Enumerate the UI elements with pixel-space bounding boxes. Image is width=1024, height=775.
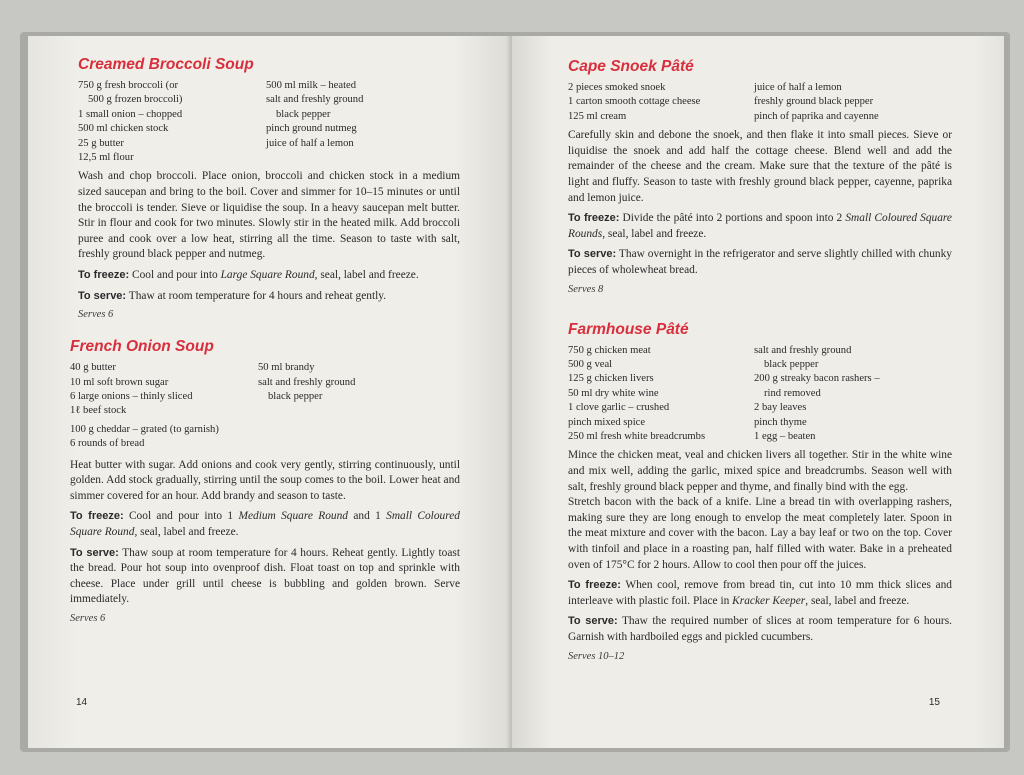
serve-label: To serve:: [568, 248, 617, 261]
ingredient: 200 g streaky bacon rashers –: [754, 373, 880, 385]
serves-count: Serves 8: [568, 283, 604, 295]
recipe-cape-snoek-pate: [568, 58, 952, 295]
ingredient: 500 g veal: [568, 358, 613, 370]
method-text: Wash and chop broccoli. Place onion, broccoli and chicken stock in a medium sized saucepan and bring to the boil. Cover and simmer for 10–15 minutes or until the broccoli is tender. Sieve or liquidise the soup. In a heavy saucepan melt butter. Stir in flour and cook for two minutes. Slowly stir in the heated milk. Add broccoli puree and cook over a low heat, stirring all the time. Season to taste with salt, freshly ground black pepper and nutmeg.: [78, 170, 460, 261]
serve-label: To serve:: [70, 546, 119, 559]
ingredient: 125 ml cream: [568, 110, 627, 122]
serves-count: Serves 6: [78, 309, 114, 321]
ingredient: pinch thyme: [754, 416, 807, 428]
serve-text: Thaw soup at room temperature for 4 hours. Reheat gently. Lightly toast the bread. Pour hot soup into ovenproof dish. Float toast on top and sprinkle with cheese. Place under grill until cheese is bubbling and golden brown. Serve immediately.: [70, 546, 460, 606]
method-text: Heat butter with sugar. Add onions and cook very gently, stirring continuously, until golden. Add stock gradually, stirring until the soup comes to the boil. Lower heat and simmer covered for an hour. Add brandy and season to taste.: [70, 458, 460, 502]
ingredient: juice of half a lemon: [266, 137, 354, 149]
freeze-text-end: , seal, label and freeze.: [134, 526, 239, 538]
ingredient: rind removed: [764, 387, 821, 399]
ingredient: juice of half a lemon: [754, 82, 842, 93]
ingredient: 1 clove garlic – crushed: [568, 402, 670, 414]
freeze-text-end: , seal, label and freeze.: [314, 269, 419, 281]
ingredients-list: [70, 361, 460, 419]
ingredient: 750 g fresh broccoli (or: [78, 80, 179, 91]
ingredient: salt and freshly ground: [258, 376, 356, 388]
ingredient: 25 g butter: [78, 137, 124, 149]
freeze-text: Cool and pour into: [132, 269, 221, 281]
ingredient: 50 ml dry white wine: [568, 387, 659, 399]
ingredient: 750 g chicken meat: [568, 344, 651, 356]
ingredients-list: [568, 81, 952, 124]
method-text-continued: Stretch bacon with the back of a knife. Line a bread tin with overlapping rashers, making sure they are long enough to envelop the meat completely later. Spoon in the meat mixture and cover with the bacon. Lay a bay leaf or two on the top. Cover with tinfoil and place in a roasting pan, half filled with water. Bake in a preheated oven of 175°C for 2 hours. Allow to cool then pour off the juices.: [568, 496, 952, 571]
ingredients-list: [568, 344, 952, 445]
serve-instructions: [568, 247, 952, 278]
ingredient: 100 g cheddar – grated (to garnish): [70, 423, 219, 435]
serve-text: Thaw at room temperature for 4 hours and reheat gently.: [128, 289, 387, 302]
ingredient: pinch of paprika and cayenne: [754, 110, 879, 122]
ingredient: 50 ml brandy: [258, 362, 315, 374]
recipe-creamed-broccoli-soup: [78, 56, 460, 320]
freeze-text-mid: and 1: [348, 510, 387, 523]
freeze-text: Divide the pâté into 2 portions and spoon into 2: [622, 212, 846, 225]
ingredient: freshly ground black pepper: [754, 96, 874, 108]
ingredient: black pepper: [268, 391, 323, 402]
freeze-label: To freeze:: [70, 510, 124, 523]
ingredients-list: [78, 79, 460, 165]
recipe-farmhouse-pate: [568, 321, 952, 662]
ingredient: 12,5 ml flour: [78, 152, 134, 164]
ingredient: black pepper: [764, 358, 819, 370]
method-text: Carefully skin and debone the snoek, and then flake it into small pieces. Sieve or liquidise the snoek and add half the cottage cheese. Blend well and add the remainder of the cheese and the cream. Make sure that the texture of the pâté is light and fluffy. Season to taste with freshly ground black pepper, cayenne, paprika and lemon juice.: [568, 129, 952, 204]
freeze-text: When cool, remove from bread tin, cut into 10 mm thick slices and interleave with plastic foil. Place in: [568, 579, 952, 607]
container-name: Large Square Round: [220, 269, 315, 281]
ingredient: 2 bay leaves: [754, 402, 807, 414]
serve-text: Thaw the required number of slices at room temperature for 6 hours. Garnish with hardboiled eggs and pickled cucumbers.: [568, 615, 953, 643]
ingredient: 500 g frozen broccoli): [88, 94, 183, 106]
recipe-french-onion-soup: [70, 338, 461, 624]
freeze-instructions: [78, 268, 460, 284]
serve-label: To serve:: [78, 289, 127, 302]
serve-text: Thaw overnight in the refrigerator and serve slightly chilled with chunky pieces of wholewheat bread.: [568, 248, 952, 276]
ingredient: 1 egg – beaten: [754, 431, 816, 442]
container-name: Small Coloured Square Round: [70, 510, 461, 538]
recipe-title: Creamed Broccoli Soup: [78, 56, 254, 73]
container-name: Medium Square Round: [238, 510, 349, 523]
ingredient: black pepper: [276, 108, 331, 120]
serve-instructions: [78, 289, 460, 305]
ingredient: 40 g butter: [70, 362, 116, 374]
ingredient: salt and freshly ground: [266, 94, 364, 106]
recipe-title: French Onion Soup: [70, 338, 214, 356]
serves-count: Serves 10–12: [568, 650, 625, 662]
ingredient: 2 pieces smoked snoek: [568, 82, 666, 93]
serve-instructions: [70, 546, 460, 608]
ingredient: 1ℓ beef stock: [70, 405, 127, 417]
ingredient: 1 small onion – chopped: [78, 108, 183, 120]
serve-instructions: [568, 614, 952, 645]
right-page: [512, 36, 1004, 748]
recipe-title: Cape Snoek Pâté: [568, 58, 694, 75]
ingredient: 125 g chicken livers: [568, 373, 654, 385]
freeze-instructions: [70, 509, 460, 540]
freeze-instructions: [568, 211, 952, 242]
ingredient: 500 ml milk – heated: [266, 80, 357, 91]
ingredient: 1 carton smooth cottage cheese: [568, 96, 701, 108]
freeze-text-end: , seal, label and freeze.: [805, 594, 910, 607]
garnish-ingredients: [70, 423, 460, 452]
freeze-instructions: [568, 578, 952, 609]
freeze-label: To freeze:: [78, 269, 130, 281]
container-name: Small Coloured Square Rounds: [568, 212, 952, 240]
left-page: [28, 36, 512, 748]
freeze-text-end: , seal, label and freeze.: [602, 227, 707, 240]
ingredient: 6 large onions – thinly sliced: [70, 391, 193, 402]
ingredient: 500 ml chicken stock: [78, 123, 169, 135]
ingredient: 250 ml fresh white breadcrumbs: [568, 431, 706, 442]
page-number: 14: [76, 697, 88, 708]
ingredient: salt and freshly ground: [754, 344, 852, 356]
ingredient: pinch ground nutmeg: [266, 123, 357, 135]
freeze-label: To freeze:: [568, 212, 620, 225]
freeze-label: To freeze:: [568, 579, 621, 592]
container-name: Kracker Keeper: [732, 594, 806, 607]
ingredient: 10 ml soft brown sugar: [70, 376, 169, 388]
recipe-title: Farmhouse Pâté: [568, 320, 689, 338]
serves-count: Serves 6: [70, 612, 106, 624]
ingredient: pinch mixed spice: [568, 416, 646, 428]
serve-label: To serve:: [568, 615, 618, 628]
page-number: 15: [928, 697, 940, 708]
method-text: Mince the chicken meat, veal and chicken livers all together. Stir in the white wine and mix well, adding the garlic, mixed spice and breadcrumbs. Season well with salt, freshly ground black pepper and thyme, and finally bind with the egg.: [568, 449, 952, 493]
freeze-text: Cool and pour into 1: [128, 510, 239, 523]
ingredient: 6 rounds of bread: [70, 438, 145, 450]
